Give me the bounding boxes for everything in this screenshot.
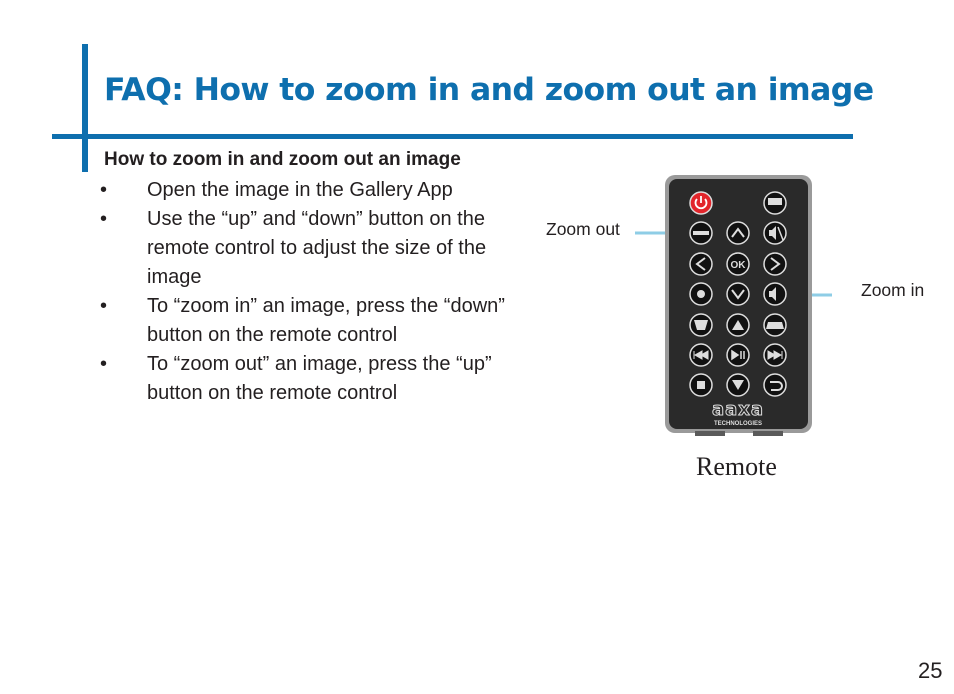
- page-title: FAQ: How to zoom in and zoom out an image: [104, 72, 874, 108]
- remote-foot-left: [695, 431, 725, 436]
- bullet: •: [100, 295, 108, 317]
- menu-icon: [693, 231, 709, 235]
- header-vertical-rule: [82, 44, 88, 172]
- screen-icon: [768, 198, 782, 205]
- remote-foot-right: [753, 431, 783, 436]
- list-item-text: To “zoom in” an image, press the “down” button on the remote control: [147, 295, 505, 346]
- zoom-in-label: Zoom in: [861, 280, 925, 300]
- down-button: [727, 283, 749, 305]
- figure-caption: Remote: [696, 452, 777, 481]
- page-number: 25: [918, 658, 943, 683]
- record-icon: [697, 290, 705, 298]
- remote-control-illustration: [540, 165, 840, 440]
- list-item: [100, 292, 520, 350]
- bullet: •: [100, 353, 108, 375]
- list-item: [100, 350, 520, 408]
- ok-label: OK: [730, 260, 746, 271]
- list-item-text: Open the image in the Gallery App: [147, 179, 453, 201]
- list-item: [100, 176, 520, 205]
- header-horizontal-rule: [52, 134, 853, 139]
- remote-brand-sub: TECHNOLOGIES: [713, 421, 763, 427]
- list-item-text: To “zoom out” an image, press the “up” button on the remote control: [147, 353, 492, 404]
- zoom-out-label: Zoom out: [546, 219, 620, 239]
- bullet: •: [100, 208, 108, 230]
- up-button: [727, 222, 749, 244]
- source-icon: [766, 322, 784, 329]
- stop-icon: [697, 381, 705, 389]
- list-item-text: Use the “up” and “down” button on the remote control to adjust the size of the image: [147, 208, 487, 288]
- right-button: [764, 253, 786, 275]
- left-button: [690, 253, 712, 275]
- bullet: •: [100, 179, 108, 201]
- instruction-list: [100, 176, 520, 408]
- section-subtitle: How to zoom in and zoom out an image: [104, 149, 461, 170]
- list-item: [100, 205, 520, 292]
- remote-brand-logo: aaxa: [711, 399, 765, 420]
